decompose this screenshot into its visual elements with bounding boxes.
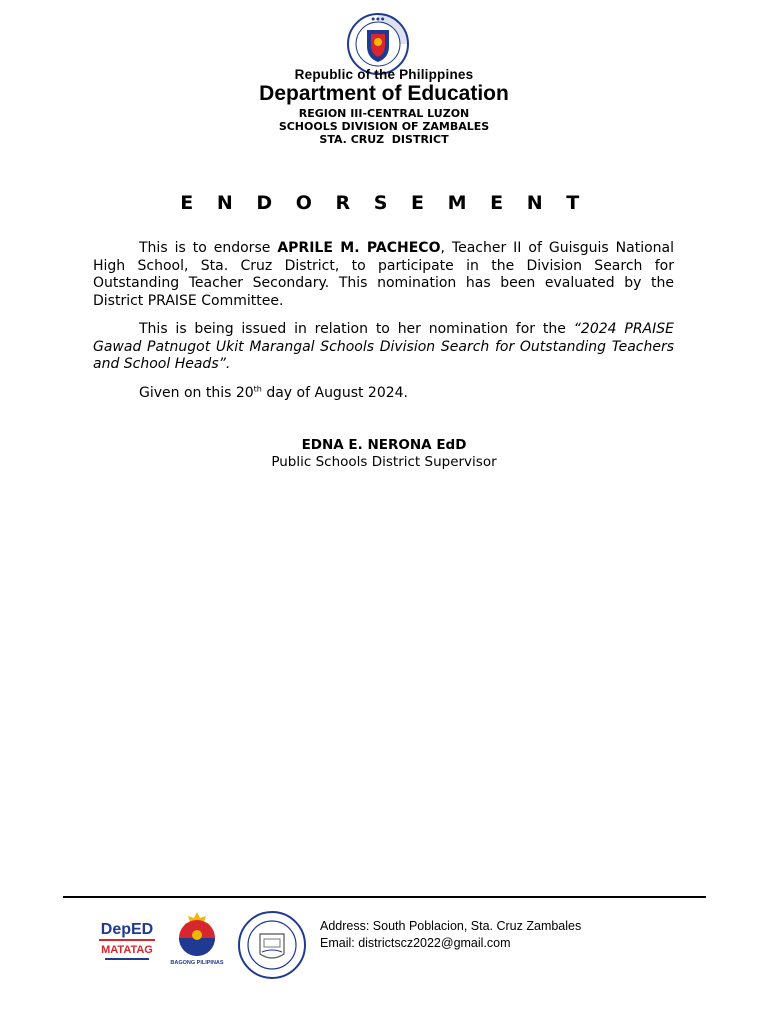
p3-text-before: Given on this 20 [139,385,254,401]
svg-text:● ● ●: ● ● ● [371,16,385,21]
p1-text-before: This is to endorse [139,240,278,256]
division-heading: SCHOOLS DIVISION OF ZAMBALES [278,120,490,133]
signatory-position: Public Schools District Supervisor [271,454,497,470]
ordinal-suffix: th [253,384,262,394]
footer-address: Address: South Poblacion, Sta. Cruz Zambales [320,919,582,933]
district-seal-icon [236,910,308,980]
paragraph-given [93,385,674,403]
footer-email: Email: districtscz2022@gmail.com [320,936,511,950]
footer-divider [63,896,706,898]
logo-deped-text: DepED [100,921,154,938]
bagong-pilipinas-logo-icon [168,908,226,966]
district-heading: STA. CRUZ DISTRICT [319,133,449,146]
signatory-name: EDNA E. NERONA EdD [301,437,467,453]
p3-text-after: day of August 2024. [261,385,409,401]
paragraph-relation [93,321,674,374]
p1-text-after: , Teacher II of Guisguis National High School, Sta. Cruz District, to participate in the Division Search for Outstanding Teacher Secondary. This nomination has been evaluated by the District PRAISE Committee. [93,240,675,309]
logo-bp-text: BAGONG PILIPINAS [170,960,224,966]
logo-matatag-text: MATATAG [101,944,153,956]
department-heading: Department of Education [259,82,509,105]
deped-matatag-logo-icon [97,912,157,964]
paragraph-endorsement [93,240,674,310]
award-name: “2024 PRAISE Gawad Patnugot Ukit Marangal Schools Division Search for Outstanding Teachers and School Heads”. [93,321,674,373]
document-title: E N D O R S E M E N T [180,192,588,214]
footer-contact [320,918,581,952]
republic-heading: Republic of the Philippines [294,67,474,82]
nominee-name: APRILE M. PACHECO [277,240,441,256]
p2-text-before: This is being issued in relation to her nomination for the [139,321,574,337]
region-heading: REGION III-CENTRAL LUZON [298,107,470,120]
